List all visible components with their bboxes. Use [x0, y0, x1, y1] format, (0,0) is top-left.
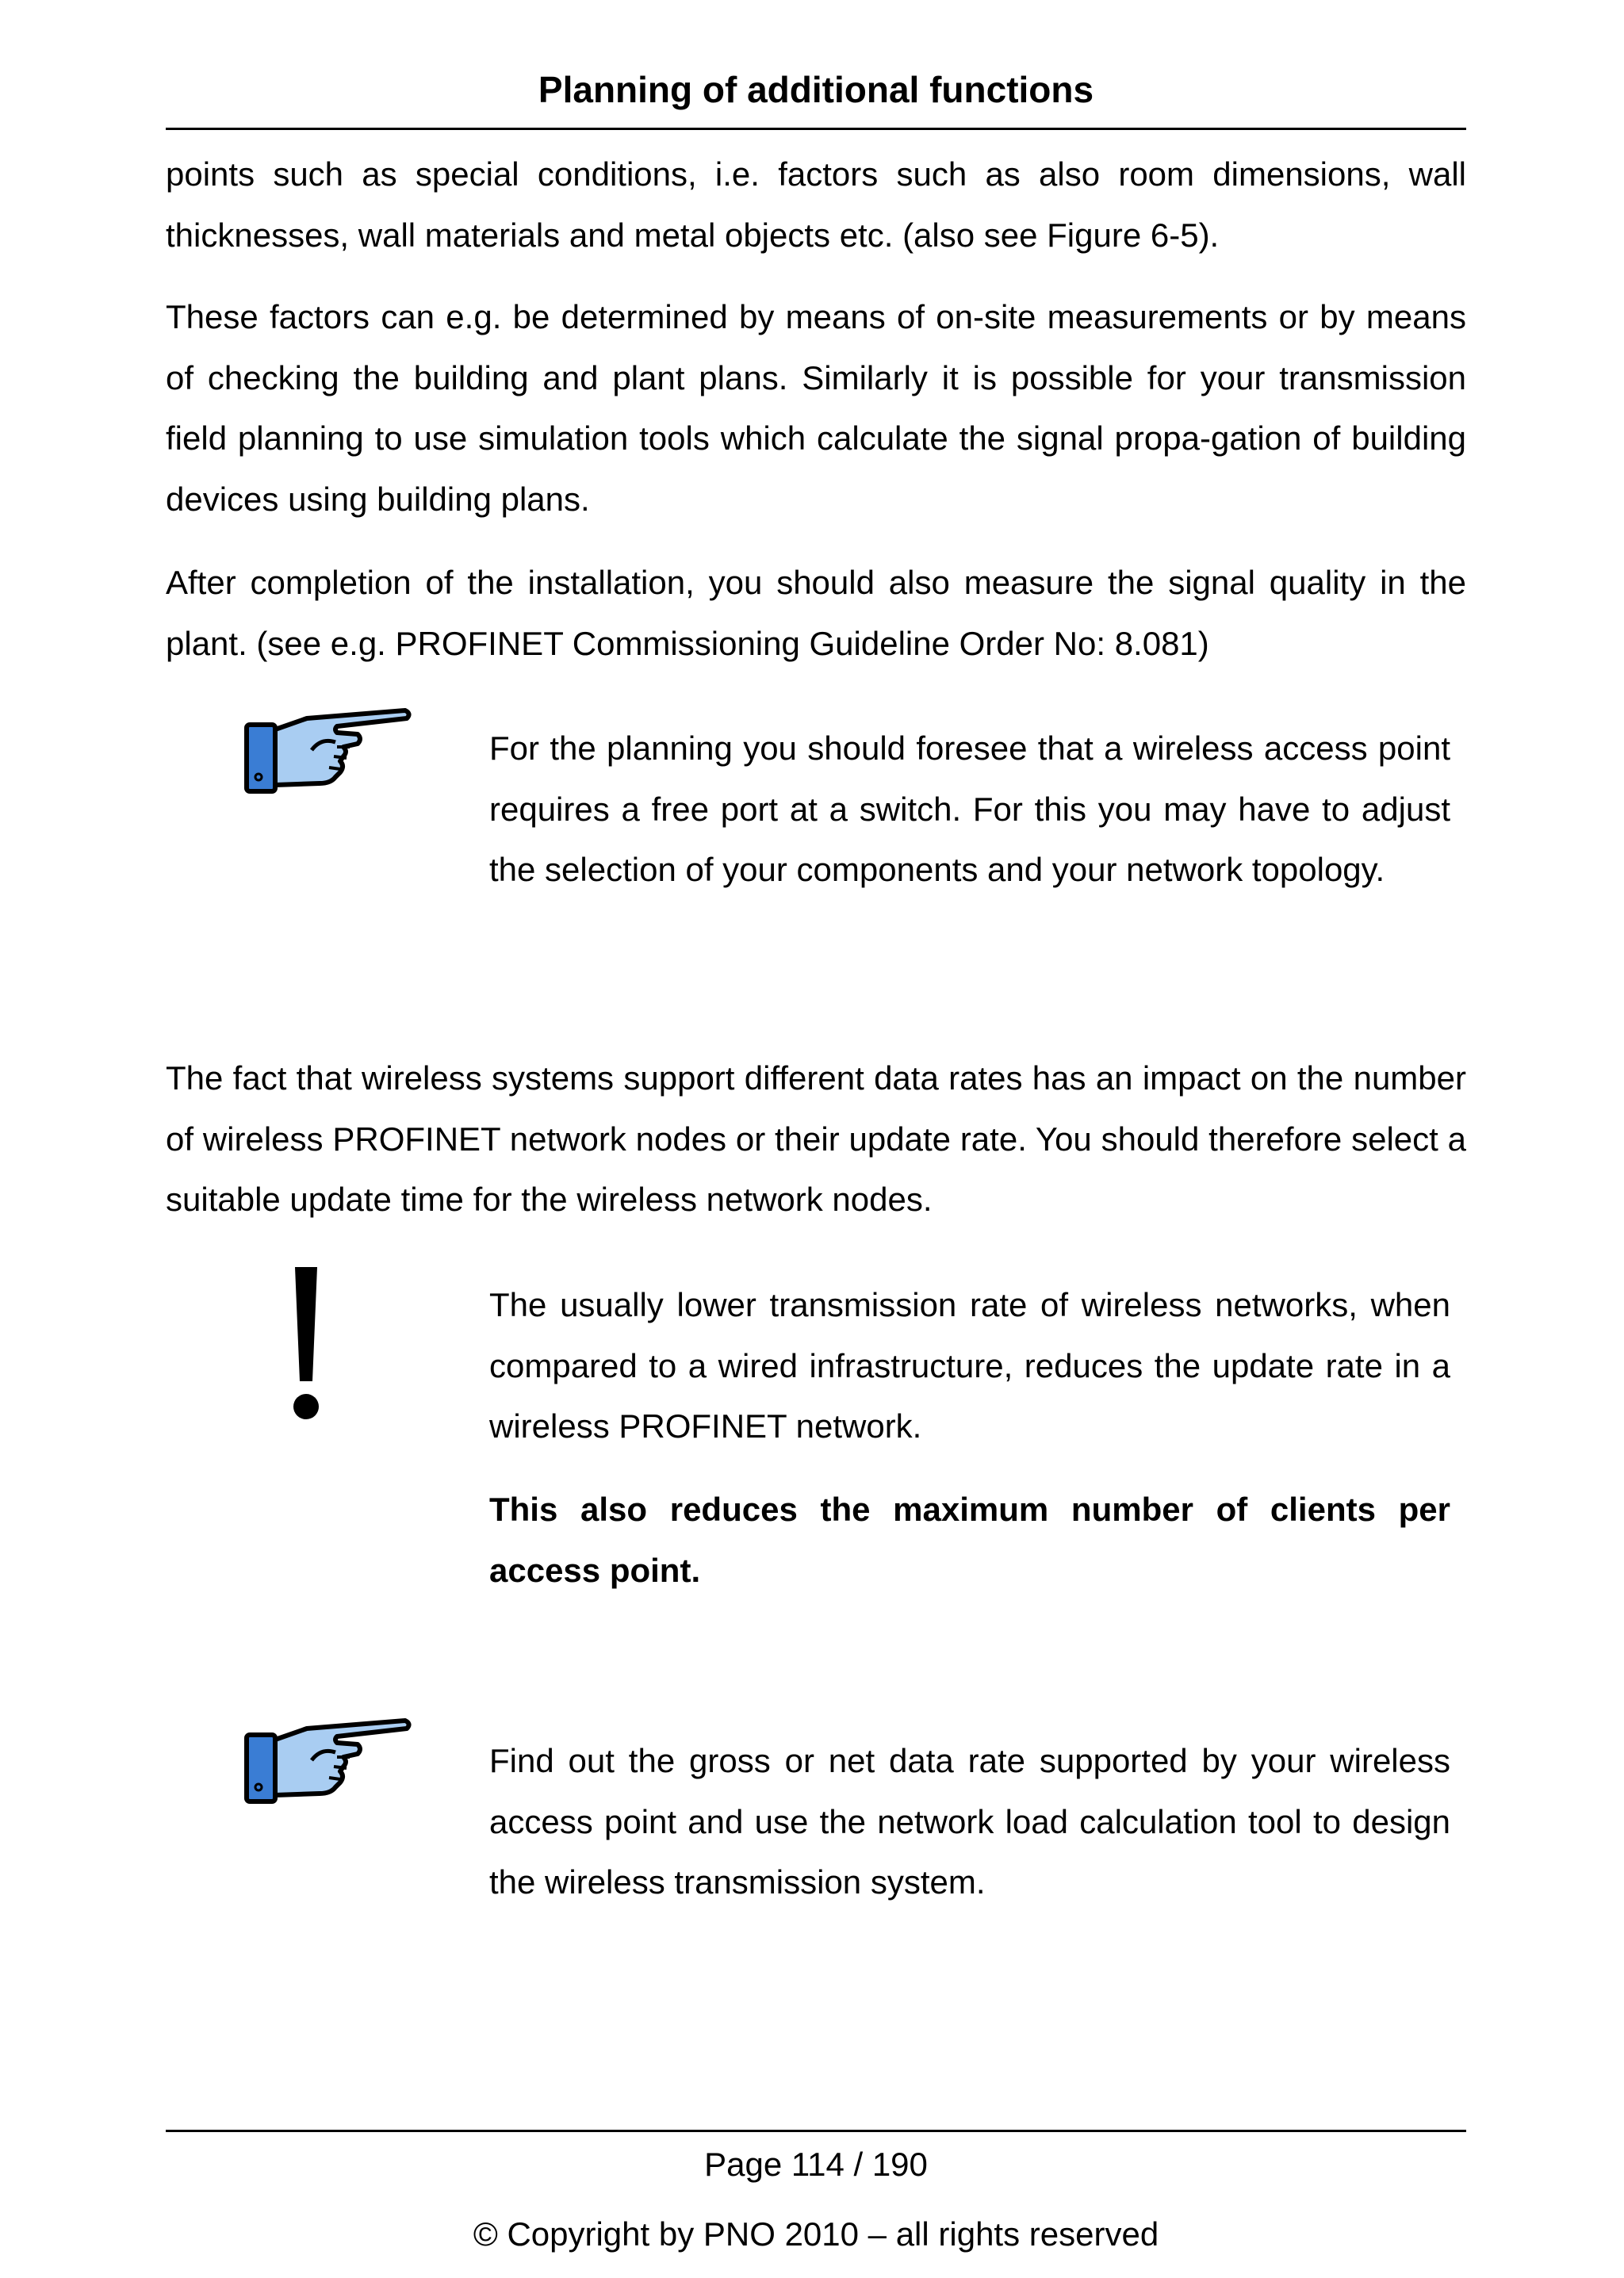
page-header-title: Planning of additional functions — [538, 69, 1094, 110]
paragraph-completion: After completion of the installation, you should also measure the signal quality in the plant. (see e.g. PROFINET Commissioning Guideline Order No: 8.081) — [166, 564, 1466, 662]
warning-text: The usually lower transmission rate of wireless networks, when compared to a wired infrastructure, reduces the update rate in a wireless PROFINET network. — [489, 1286, 1450, 1445]
paragraph-points: points such as special conditions, i.e. factors such as also room dimensions, wall thicknesses, wall materials and metal objects etc. (also see Figure 6-5). — [166, 155, 1466, 254]
page-number: Page 114 / 190 — [704, 2146, 928, 2183]
paragraph-factors: These factors can e.g. be determined by means of on-site measurements or by means of checking the building and plant plans. Similarly it is possible for your transmission field planning to use simulation tools which calculate the signal propa-gation of building devices using building plans. — [166, 298, 1466, 518]
note-data-rate: Find out the gross or net data rate supported by your wireless access point and use the network load calculation tool to design the wireless transmission system. — [489, 1742, 1450, 1901]
pointing-hand-icon — [242, 1716, 413, 1808]
footer-divider — [166, 2130, 1466, 2132]
copyright-notice: © Copyright by PNO 2010 – all rights reserved — [473, 2215, 1159, 2253]
pointing-hand-icon — [242, 706, 413, 798]
exclamation-icon — [290, 1264, 322, 1422]
header-divider — [166, 128, 1466, 130]
paragraph-data-rates: The fact that wireless systems support different data rates has an impact on the number of wireless PROFINET network nodes or their update rate. You should therefore select a suitable update time for the wireless network nodes. — [166, 1059, 1466, 1218]
note-free-port: For the planning you should foresee that a wireless access point requires a free port at a switch. For this you may have to adjust the selection of your components and your network topology. — [489, 729, 1450, 888]
warning-bold-text: This also reduces the maximum number of clients per access point. — [489, 1491, 1450, 1589]
